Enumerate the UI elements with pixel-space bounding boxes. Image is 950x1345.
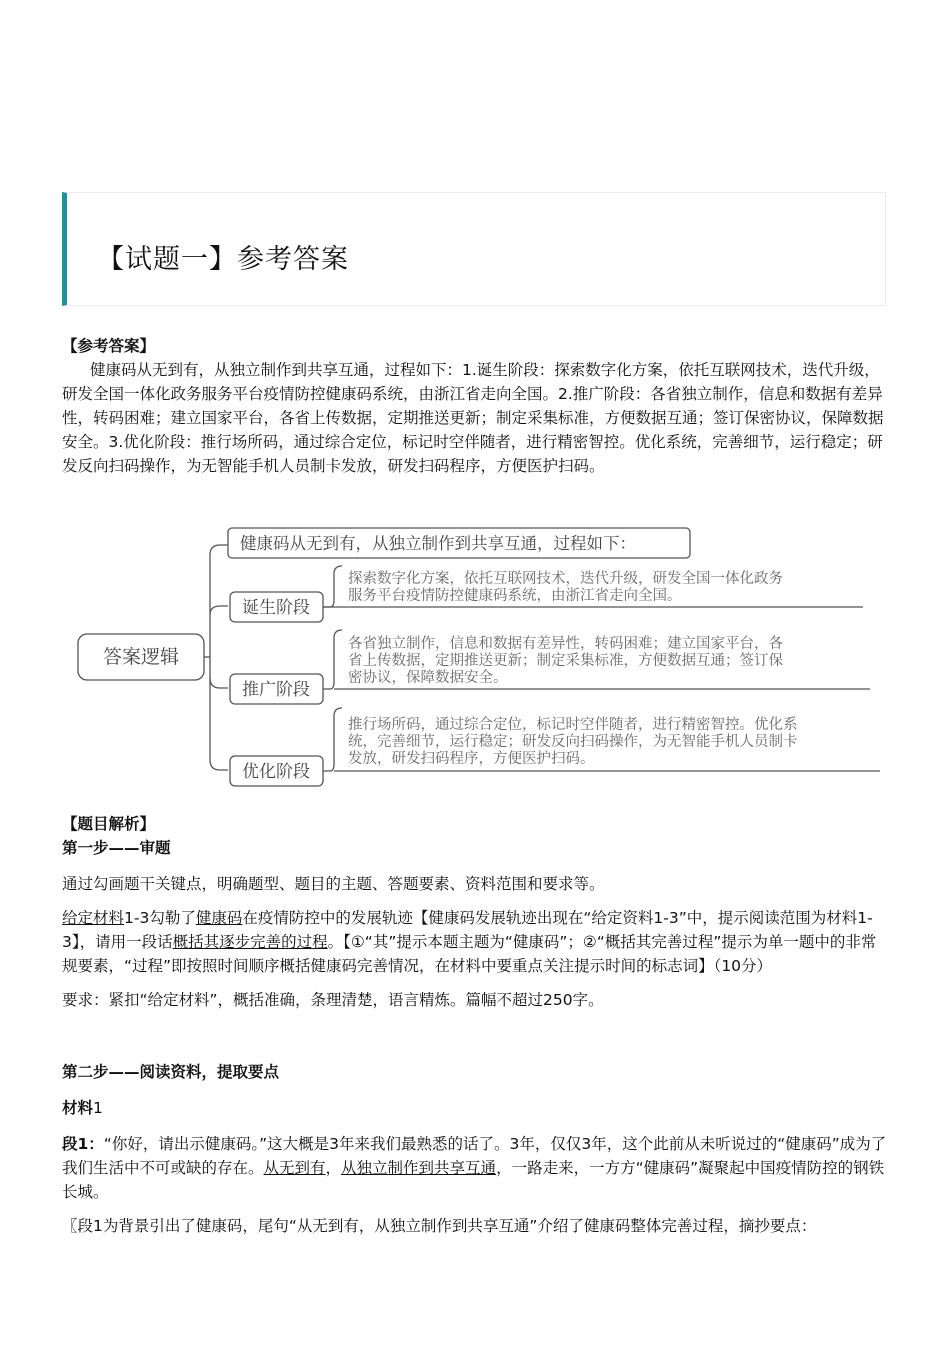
answer-section [62,334,888,478]
material-label-text: 材料 [62,1099,94,1117]
stage-desc-line: 探索数字化方案，依托互联网技术，迭代升级，研发全国一体化政务 [348,571,783,587]
stage-desc-line: 密协议，保障数据安全。 [348,670,508,686]
paragraph-note: 〖段1为背景引出了健康码，尾句“从无到有，从独立制作到共享互通”介绍了健康码整体完善过程，摘抄要点： [62,1217,817,1235]
material-number: 1 [93,1099,103,1117]
analysis-section [62,812,888,1238]
stage-desc-line: 统，完善细节，运行稳定；研发反向扫码操作，为无智能手机人员制卡 [348,734,798,750]
question-part: 在疫情防控中的发展轨迹【健康码发展轨迹出现在“给定资料1-3”中，提示阅读范围为材料1-3】，请用一段话 [62,909,873,951]
step2-heading: 第二步——阅读资料，提取要点 [62,1063,280,1081]
answer-mindmap [70,520,890,795]
question-text [62,906,888,978]
paragraph-part: 从无到有 [263,1159,326,1177]
stage-label-promote: 推广阶段 [242,680,310,700]
paragraph-part: ， [325,1159,342,1177]
paragraph-1 [62,1132,888,1204]
answer-heading: 【参考答案】 [62,337,156,355]
stage-label-optimize: 优化阶段 [242,762,310,782]
stage-desc-line: 推行场所码，通过综合定位，标记时空伴随者，进行精密智控。优化系 [348,717,798,733]
question-part: 健康码 [195,909,243,927]
page-title: 【试题一】参考答案 [97,244,349,275]
mindmap-root-label: 答案逻辑 [102,646,180,668]
paragraph-part: ，一路走来，一方方“健康码”凝聚起中国疫情防控的钢铁长城。 [62,1159,885,1201]
material-label [62,1096,888,1120]
stage-desc-line: 服务平台疫情防控健康码系统，由浙江省走向全国。 [348,588,682,604]
mindmap-top-label: 健康码从无到有，从独立制作到共享互通，过程如下： [240,534,636,553]
step1-heading: 第一步——审题 [62,839,171,857]
stage-desc-line: 省上传数据，定期推送更新；制定采集标准，方便数据互通；签订保 [348,653,783,669]
requirement-text: 要求：紧扣“给定材料”，概括准确，条理清楚，语言精炼。篇幅不超过250字。 [62,991,604,1009]
step1-text: 通过勾画题干关键点，明确题型、题目的主题、答题要素、资料范围和要求等。 [62,875,605,893]
stage-desc-line: 各省独立制作，信息和数据有差异性，转码困难；建立国家平台，各 [348,636,783,652]
paragraph-part: 从独立制作到共享互通 [341,1159,497,1177]
question-part: 给定材料 [62,909,125,927]
analysis-heading: 【题目解析】 [62,815,156,833]
question-part: 1-3勾勒了 [124,909,196,927]
paragraph-label: 段1： [62,1135,104,1153]
question-part: 。【①“其”提示本题主题为“健康码”；②“概括其完善过程”提示为单一题中的非常规要素，“过程”即按照时间顺序概括健康码完善情况，在材料中要重点关注提示时间的标志词】（10分） [62,933,877,975]
answer-body: 健康码从无到有，从独立制作到共享互通，过程如下：1.诞生阶段：探索数字化方案，依托互联网技术，迭代升级，研发全国一体化政务服务平台疫情防控健康码系统，由浙江省走向全国。2.推广阶段：各省独立制作，信息和数据有差异性，转码困难；建立国家平台，各省上传数据，定期推送更新；制定采集标准，方便数据互通；签订保密协议，保障数据安全。3.优化阶段：推行场所码，通过综合定位，标记时空伴随者，进行精密智控。优化系统，完善细节，运行稳定；研发反向扫码操作，为无智能手机人员制卡发放，研发扫码程序，方便医护扫码。 [62,361,884,475]
title-box [62,192,886,306]
paragraph-part: “你好，请出示健康码。”这大概是3年来我们最熟悉的话了。3年，仅仅3年，这个此前从未听说过的“健康码”成为了我们生活中不可或缺的存在。 [62,1135,887,1177]
question-part: 概括其逐步完善的过程 [172,933,328,951]
stage-label-birth: 诞生阶段 [242,598,310,618]
stage-desc-line: 发放，研发扫码程序，方便医护扫码。 [348,751,595,767]
